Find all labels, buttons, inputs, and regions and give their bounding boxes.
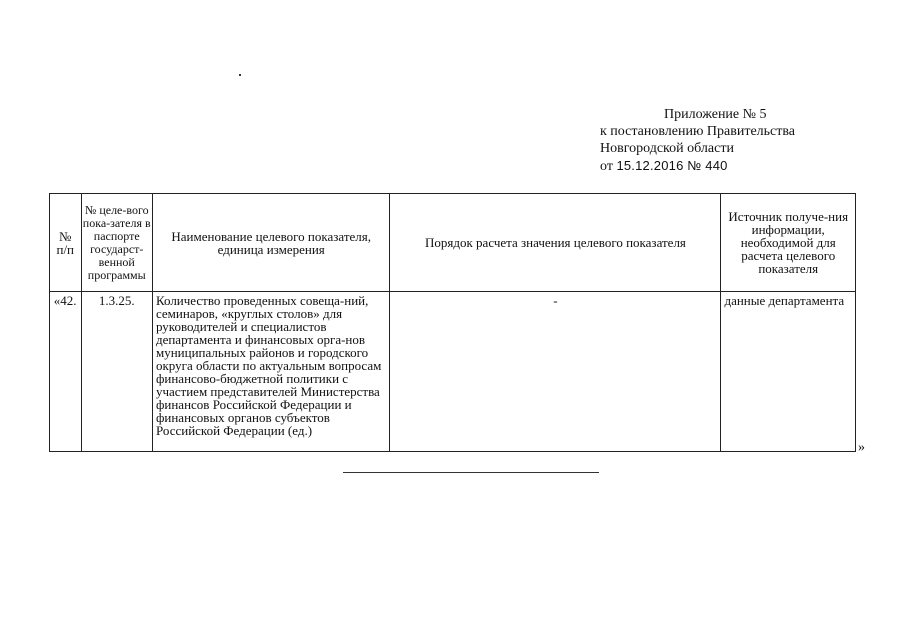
bottom-rule: [343, 472, 599, 473]
row-indicator-name: Количество проведенных совеща-ний, семинаров, «круглых столов» для руководителей и специалистов департамента и финансовых орга-нов муниципальных районов и городского округа области по актуальным вопросам финансово-бюджетной политики с участием представителей Министерства финансов Российской Федерации и финансовых органов субъектов Российской Федерации (ед.): [152, 292, 389, 452]
table-header-row: [50, 194, 856, 292]
appendix-date-line: [600, 157, 860, 175]
appendix-resolution-line: к постановлению Правительства: [600, 124, 796, 139]
appendix-title: Приложение № 5: [664, 107, 767, 122]
header-calculation-method: Порядок расчета значения целевого показателя: [390, 194, 721, 292]
row-info-source: данные департамента: [721, 292, 856, 452]
header-indicator-name: Наименование целевого показателя, единица измерения: [152, 194, 389, 292]
header-info-source: Источник получе-ния информации, необходимой для расчета целевого показателя: [721, 194, 856, 292]
appendix-region-line: Новгородской области: [600, 141, 734, 156]
row-calculation-method: -: [390, 292, 721, 452]
date-number: 15.12.2016 № 440: [616, 158, 728, 173]
scan-speck: [239, 74, 241, 76]
date-prefix: от: [600, 159, 613, 174]
indicator-table: [49, 193, 856, 452]
header-indicator-code: № целе-вого пока-зателя в паспорте государст-венной программы: [81, 194, 152, 292]
closing-quote: »: [858, 440, 865, 455]
row-number: «42.: [50, 292, 82, 452]
row-indicator-code: 1.3.25.: [81, 292, 152, 452]
appendix-header: [600, 106, 860, 175]
header-number: № п/п: [50, 194, 82, 292]
table-row: [50, 292, 856, 452]
